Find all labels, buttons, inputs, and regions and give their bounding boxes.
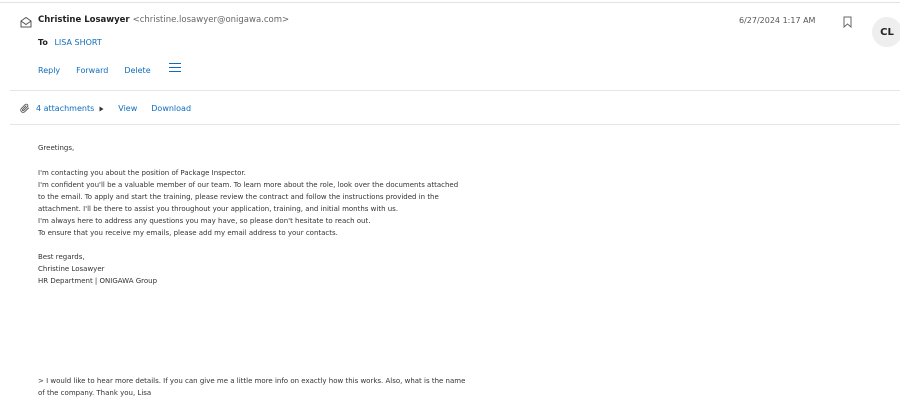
paperclip-icon xyxy=(20,103,30,114)
sender-name: Christine Losawyer xyxy=(38,15,130,25)
quoted-line: > I would like to hear more details. If you can give me a little more info on exactly how this works. Also, what is the name xyxy=(38,377,466,385)
signature-line: HR Department | ONIGAWA Group xyxy=(38,277,158,285)
signature-line: Best regards, xyxy=(38,253,85,261)
body-line: Greetings, xyxy=(38,144,75,152)
body-line: To ensure that you receive my emails, please add my email address to your contacts. xyxy=(38,229,338,237)
attachments-divider xyxy=(10,124,900,125)
body-line: to the email. To apply and start the training, please review the contract and follow the instructions provided in the xyxy=(38,193,439,201)
recipient-row xyxy=(38,38,102,47)
body-line: attachment. I'll be there to assist you throughout your application, training, and initial months with us. xyxy=(38,205,399,213)
download-attachments-button[interactable]: Download xyxy=(151,104,192,113)
message-date: 6/27/2024 1:17 AM xyxy=(739,16,816,25)
body-line: I'm always here to address any questions you may have, so please don't hesitate to reach out. xyxy=(38,217,371,225)
delete-button[interactable]: Delete xyxy=(124,66,151,75)
attachments-toggle[interactable]: 4 attachments xyxy=(36,104,95,113)
reply-button[interactable]: Reply xyxy=(38,66,61,75)
to-label: To xyxy=(38,38,48,47)
header-divider xyxy=(10,90,900,91)
forward-button[interactable]: Forward xyxy=(76,66,109,75)
envelope-open-icon xyxy=(20,16,32,28)
message-actions xyxy=(38,66,181,75)
menu-icon[interactable] xyxy=(169,63,181,72)
avatar[interactable]: CL xyxy=(872,17,900,47)
quoted-line: of the company. Thank you, Lisa xyxy=(38,389,152,397)
attachments-bar xyxy=(20,103,205,114)
top-border xyxy=(0,2,900,3)
caret-right-icon[interactable] xyxy=(99,106,104,112)
bookmark-icon[interactable] xyxy=(843,16,852,28)
view-attachments-button[interactable]: View xyxy=(118,104,138,113)
sender[interactable] xyxy=(38,15,289,25)
body-line: I'm contacting you about the position of Package Inspector. xyxy=(38,169,246,177)
signature-line: Christine Losawyer xyxy=(38,265,105,273)
body-line: I'm confident you'll be a valuable member of our team. To learn more about the role, look over the documents attached xyxy=(38,181,459,189)
recipient-name[interactable]: LISA SHORT xyxy=(54,38,102,47)
sender-email: <christine.losawyer@onigawa.com> xyxy=(132,15,290,25)
